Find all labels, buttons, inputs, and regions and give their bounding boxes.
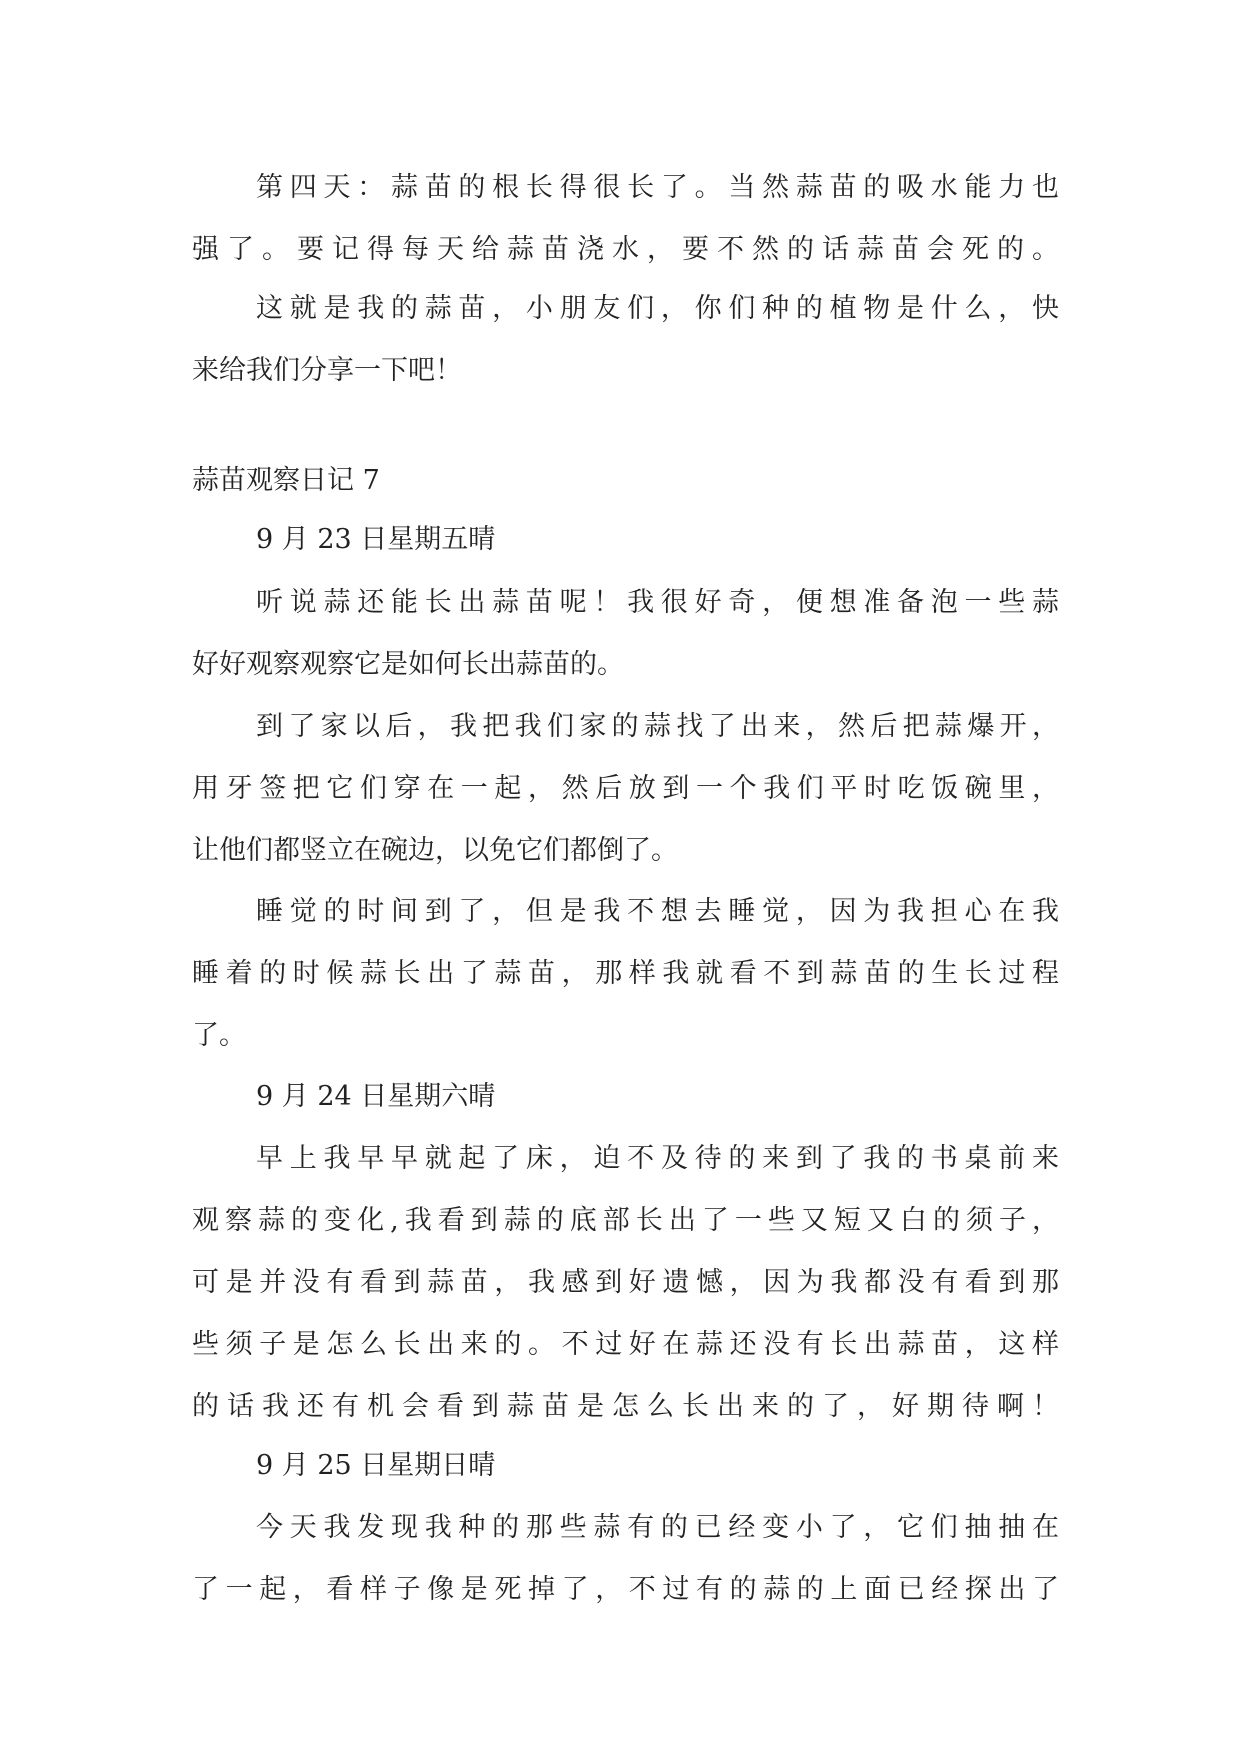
- text-line: 今天我发现我种的那些蒜有的已经变小了，它们抽抽在: [256, 1512, 1059, 1543]
- text-line: 这就是我的蒜苗，小朋友们，你们种的植物是什么，快: [256, 293, 1059, 324]
- text-line: 可是并没有看到蒜苗，我感到好遗憾，因为我都没有看到那: [192, 1267, 1059, 1298]
- date-line-sep-25: [192, 1435, 1059, 1497]
- diary-heading: 蒜苗观察日记 7: [192, 465, 380, 496]
- text-line: 睡着的时候蒜长出了蒜苗，那样我就看不到蒜苗的生长过程: [192, 958, 1059, 989]
- date-line-sep-24: [192, 1066, 1059, 1128]
- paragraph-closing: [192, 278, 1059, 402]
- text-line: 9 月 25 日星期日晴: [256, 1450, 496, 1481]
- text-line: 好好观察观察它是如何长出蒜苗的。: [192, 649, 624, 680]
- text-line: 睡觉的时间到了，但是我不想去睡觉，因为我担心在我: [256, 896, 1059, 927]
- text-line: 早上我早早就起了床，迫不及待的来到了我的书桌前来: [256, 1143, 1059, 1174]
- date-line-sep-23: [192, 509, 1059, 571]
- paragraph-preparation: [192, 696, 1059, 882]
- text-line: 来给我们分享一下吧！: [192, 355, 462, 386]
- text-line: 第四天：蒜苗的根长得很长了。当然蒜苗的吸水能力也: [256, 172, 1059, 203]
- text-line: 的话我还有机会看到蒜苗是怎么长出来的了，好期待啊！: [192, 1391, 1059, 1422]
- text-line: 听说蒜还能长出蒜苗呢！我很好奇，便想准备泡一些蒜: [256, 587, 1059, 618]
- text-line: 强了。要记得每天给蒜苗浇水，要不然的话蒜苗会死的。: [192, 234, 1059, 265]
- paragraph-bedtime: [192, 881, 1059, 1067]
- text-line: 了一起，看样子像是死掉了，不过有的蒜的上面已经探出了: [192, 1574, 1059, 1605]
- paragraph-day-four: [192, 157, 1059, 281]
- text-line: 观察蒜的变化,我看到蒜的底部长出了一些又短又白的须子，: [192, 1205, 1059, 1236]
- text-line: 9 月 24 日星期六晴: [256, 1081, 496, 1112]
- text-line: 了。: [192, 1020, 246, 1051]
- paragraph-morning: [192, 1128, 1059, 1438]
- text-line: 到了家以后，我把我们家的蒜找了出来，然后把蒜爆开，: [256, 711, 1059, 742]
- text-line: 用牙签把它们穿在一起，然后放到一个我们平时吃饭碗里，: [192, 773, 1059, 804]
- text-line: 9 月 23 日星期五晴: [256, 524, 496, 555]
- text-line: 些须子是怎么长出来的。不过好在蒜还没有长出蒜苗，这样: [192, 1329, 1059, 1360]
- paragraph-today: [192, 1497, 1059, 1621]
- paragraph-curious: [192, 572, 1059, 696]
- text-line: 让他们都竖立在碗边，以免它们都倒了。: [192, 835, 678, 866]
